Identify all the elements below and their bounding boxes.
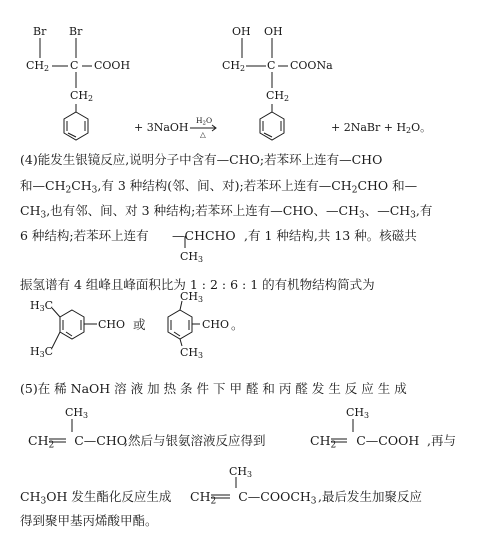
formula-propenal: $CH_2$ C—CHO [28, 433, 127, 451]
cho-label: CHO [202, 318, 230, 331]
paragraph-5-line-3a: $CH_3OH$ 发生酯化反应生成 [20, 489, 172, 507]
arrow-condition-bottom: △ [200, 130, 206, 139]
period-mark: 。 [231, 317, 244, 332]
paragraph-5-line-1: (5)在 稀 NaOH 溶 液 加 热 条 件 下 甲 醛 和 丙 醛 发 生 反 应 生 成 [20, 381, 407, 396]
coona-label: COONa [290, 59, 333, 72]
ch2-label: $CH_2$ [266, 89, 290, 103]
oh-label: OH [264, 25, 283, 38]
paragraph-4-line-5: 振氢谱有 4 组峰且峰面积比为 1 : 2 : 6 : 1 的有机物结构简式为 [20, 277, 375, 292]
ch2-label: $CH_2$ [222, 59, 246, 73]
formula-methyl-methacrylate: $CH_2$ $C—COOCH_3$ [190, 489, 317, 507]
paragraph-4-line-4b: ,有 1 种结构,共 13 种。核磁共 [244, 228, 417, 243]
paragraph-5-line-4: 得到聚甲基丙烯酸甲酯。 [20, 513, 158, 528]
cho-label: CHO [98, 318, 126, 331]
oh-label: OH [232, 25, 251, 38]
h3c-label: $H_3C$ [30, 345, 54, 359]
reagent-text: + 3NaOH [134, 121, 189, 134]
formula-methacrylic-acid: $CH_2$ C—COOH [310, 433, 420, 451]
br-label: Br [33, 25, 47, 38]
ch3-label: $CH_3$ [229, 465, 253, 479]
h3c-label: $H_3C$ [30, 299, 54, 313]
paragraph-4-line-1: (4)能发生银镜反应,说明分子中含有—CHO;若苯环上连有—CHO [20, 152, 383, 167]
paragraph-5-line-3-end: ,最后发生加聚反应 [318, 489, 422, 504]
paragraph-4-line-3: $CH_3$,也有邻、间、对 3 种结构;若苯环上连有—CHO、$—CH_3$、$—CH_3$,有 [20, 203, 433, 221]
chcho-group: —CHCHO [172, 228, 236, 243]
carbon-label: C [267, 59, 276, 72]
ch3-label: $CH_3$ [65, 406, 89, 420]
products-text: + 2NaBr + $H_2O$。 [331, 121, 432, 135]
ch3-label: $CH_3$ [346, 406, 370, 420]
ch3-label: $CH_3$ [180, 346, 204, 360]
carbon-label: C [70, 59, 79, 72]
paragraph-4-line-2: 和$—CH_2CH_3$,有 3 种结构(邻、间、对);若苯环上连有$—CH_2CHO$ 和— [20, 178, 418, 196]
ch3-label: $CH_3$ [180, 290, 204, 304]
paragraph-5-line-2-end: ,再与 [427, 433, 456, 448]
ch2-label: $CH_2$ [70, 89, 94, 103]
arrow-condition-top: $H_2O$ [196, 116, 213, 127]
or-text: 或 [133, 317, 146, 332]
br-label: Br [69, 25, 83, 38]
ch3-branch: $CH_3$ [180, 250, 204, 264]
paragraph-4-line-4a: 6 种结构;若苯环上连有 [20, 228, 149, 243]
cooh-label: COOH [94, 59, 131, 72]
ch2-label: $CH_2$ [26, 59, 50, 73]
paragraph-5-line-2-mid: ,然后与银氨溶液反应得到 [124, 433, 266, 448]
